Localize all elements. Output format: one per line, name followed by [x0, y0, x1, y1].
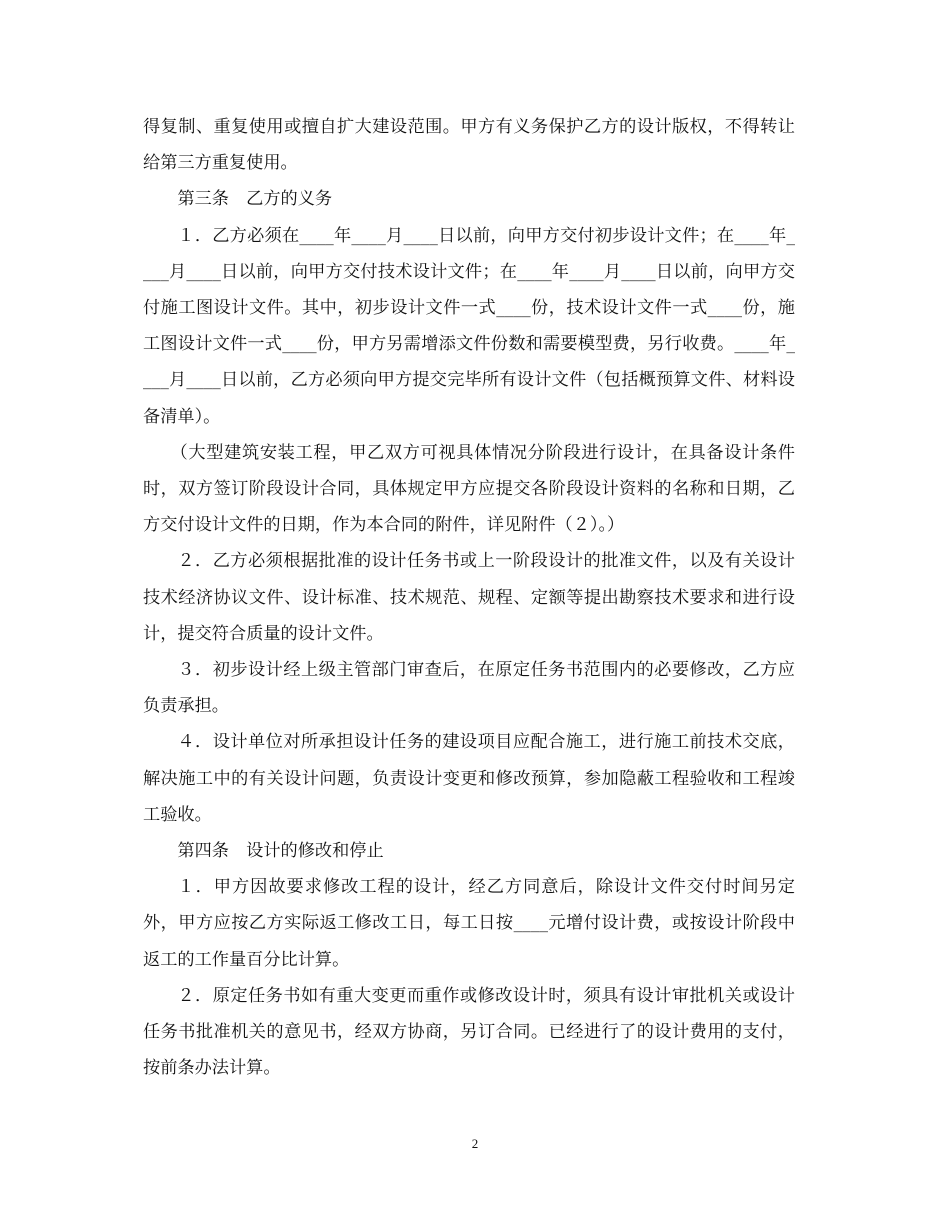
article-4-heading: 第四条 设计的修改和停止	[177, 841, 384, 862]
article-3-clause-3: ３．初步设计经上级主管部门审查后，在原定任务书范围内的必要修改，乙方应负责承担。	[143, 660, 795, 717]
article-3-clause-2: ２．乙方必须根据批准的设计任务书或上一阶段设计的批准文件，以及有关设计技术经济协议文件、设计标准、技术规范、规程、定额等提出勘察技术要求和进行设计，提交符合质量的设计文件。	[143, 551, 795, 644]
page-number: 2	[471, 1136, 479, 1151]
article-3-clause-1: １．乙方必须在____年____月____日以前，向甲方交付初步设计文件；在____年____月____日以前，向甲方交付技术设计文件；在____年____月____日以前，向甲方交付施工图设计文件。其中，初步设计文件一式____份，技术设计文件一式____份，施工图设计文件一式____份，甲方另需增添文件份数和需要模型费，另行收费。____年____月____日以前，乙方必须向甲方提交完毕所有设计文件（包括概预算文件、材料设备清单）。	[143, 225, 795, 427]
article-3-heading: 第三条 乙方的义务	[177, 189, 333, 210]
paragraph-continuation: 得复制、重复使用或擅自扩大建设范围。甲方有义务保护乙方的设计版权，不得转让给第三方重复使用。	[143, 117, 795, 174]
article-4-clause-2: ２．原定任务书如有重大变更而重作或修改设计时，须具有设计审批机关或设计任务书批准机关的意见书，经双方协商，另订合同。已经进行了的设计费用的支付，按前条办法计算。	[143, 985, 795, 1079]
article-4-clause-1: １．甲方因故要求修改工程的设计，经乙方同意后，除设计文件交付时间另定外，甲方应按乙方实际返工修改工日，每工日按____元增付设计费，或按设计阶段中返工的工作量百分比计算。	[143, 877, 795, 970]
body-text	[143, 109, 795, 1086]
article-3-clause-4: ４．设计单位对所承担设计任务的建设项目应配合施工，进行施工前技术交底，解决施工中的有关设计问题，负责设计变更和修改预算，参加隐蔽工程验收和工程竣工验收。	[143, 732, 795, 825]
article-3-note: （大型建筑安装工程，甲乙双方可视具体情况分阶段进行设计，在具备设计条件时，双方签订阶段设计合同，具体规定甲方应提交各阶段设计资料的名称和日期，乙方交付设计文件的日期，作为本合同的附件，详见附件（２）。）	[143, 442, 795, 536]
